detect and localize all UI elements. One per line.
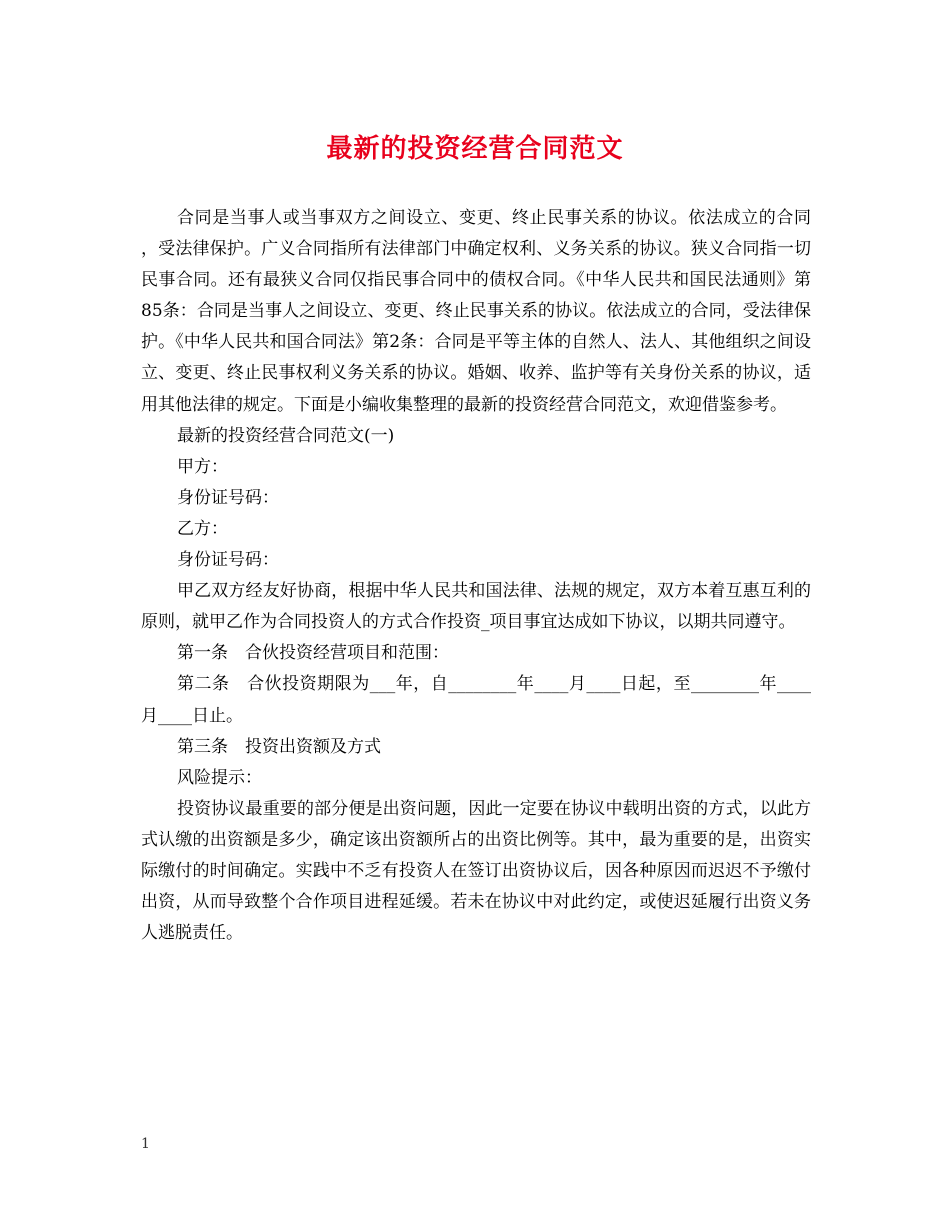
- party-b-id-line: 身份证号码：: [177, 550, 279, 571]
- document-title: 最新的投资经营合同范文: [326, 134, 624, 164]
- intro-paragraph: 合同是当事人或当事双方之间设立、变更、终止民事关系的协议。依法成立的合同 ，受法律保护。广义合同指所有法律部门中确定权利、义务关系的协议。狭义合同指一切民事合同。还有最狭义合同仅指民事合同中的债权合同。《中华人民共和国民法通则》第85条：合同是当事人之间设立、变更、终止民事关系的协议。依法成立的合同，受法律保护。《中华人民共和国合同法》第2条：合同是平等主体的自然人、法人、其他组织之间设立、变更、终止民事权利义务关系的协议。婚姻、收养、监护等有关身份关系的协议，适用其他法律的规定。下面是小编收集整理的最新的投资经营合同范文，欢迎借鉴参考。: [141, 208, 811, 415]
- party-a-line: 甲方：: [177, 456, 228, 477]
- article-3: 第三条 投资出资额及方式: [177, 736, 381, 757]
- article-1: 第一条 合伙投资经营项目和范围：: [177, 643, 449, 664]
- party-b-line: 乙方：: [177, 518, 228, 539]
- party-a-id-line: 身份证号码：: [177, 487, 279, 508]
- risk-label: 风险提示：: [177, 767, 262, 788]
- section-heading: 最新的投资经营合同范文(一): [177, 425, 395, 446]
- agreement-intro-paragraph: 甲乙双方经友好协商，根据中华人民共和国法律、法规的规定，双方本着互惠互利的原则，就甲乙作为合同投资人的方式合作投资_项目事宜达成如下协议，以期共同遵守。: [141, 581, 811, 633]
- article-2: 第二条 合伙投资期限为___年，自________年____月____日起，至________年____月____日止。: [141, 674, 811, 726]
- risk-paragraph: 投资协议最重要的部分便是出资问题，因此一定要在协议中载明出资的方式，以此方式认缴的出资额是多少，确定该出资额所占的出资比例等。其中，最为重要的是，出资实际缴付的时间确定。实践中不乏有投资人在签订出资协议后，因各种原因而迟迟不予缴付出资，从而导致整个合作项目进程延缓。若未在协议中对此约定，或使迟延履行出资义务人逃脱责任。: [141, 798, 811, 944]
- page-number: 1: [141, 1136, 150, 1152]
- document-body: [141, 203, 811, 949]
